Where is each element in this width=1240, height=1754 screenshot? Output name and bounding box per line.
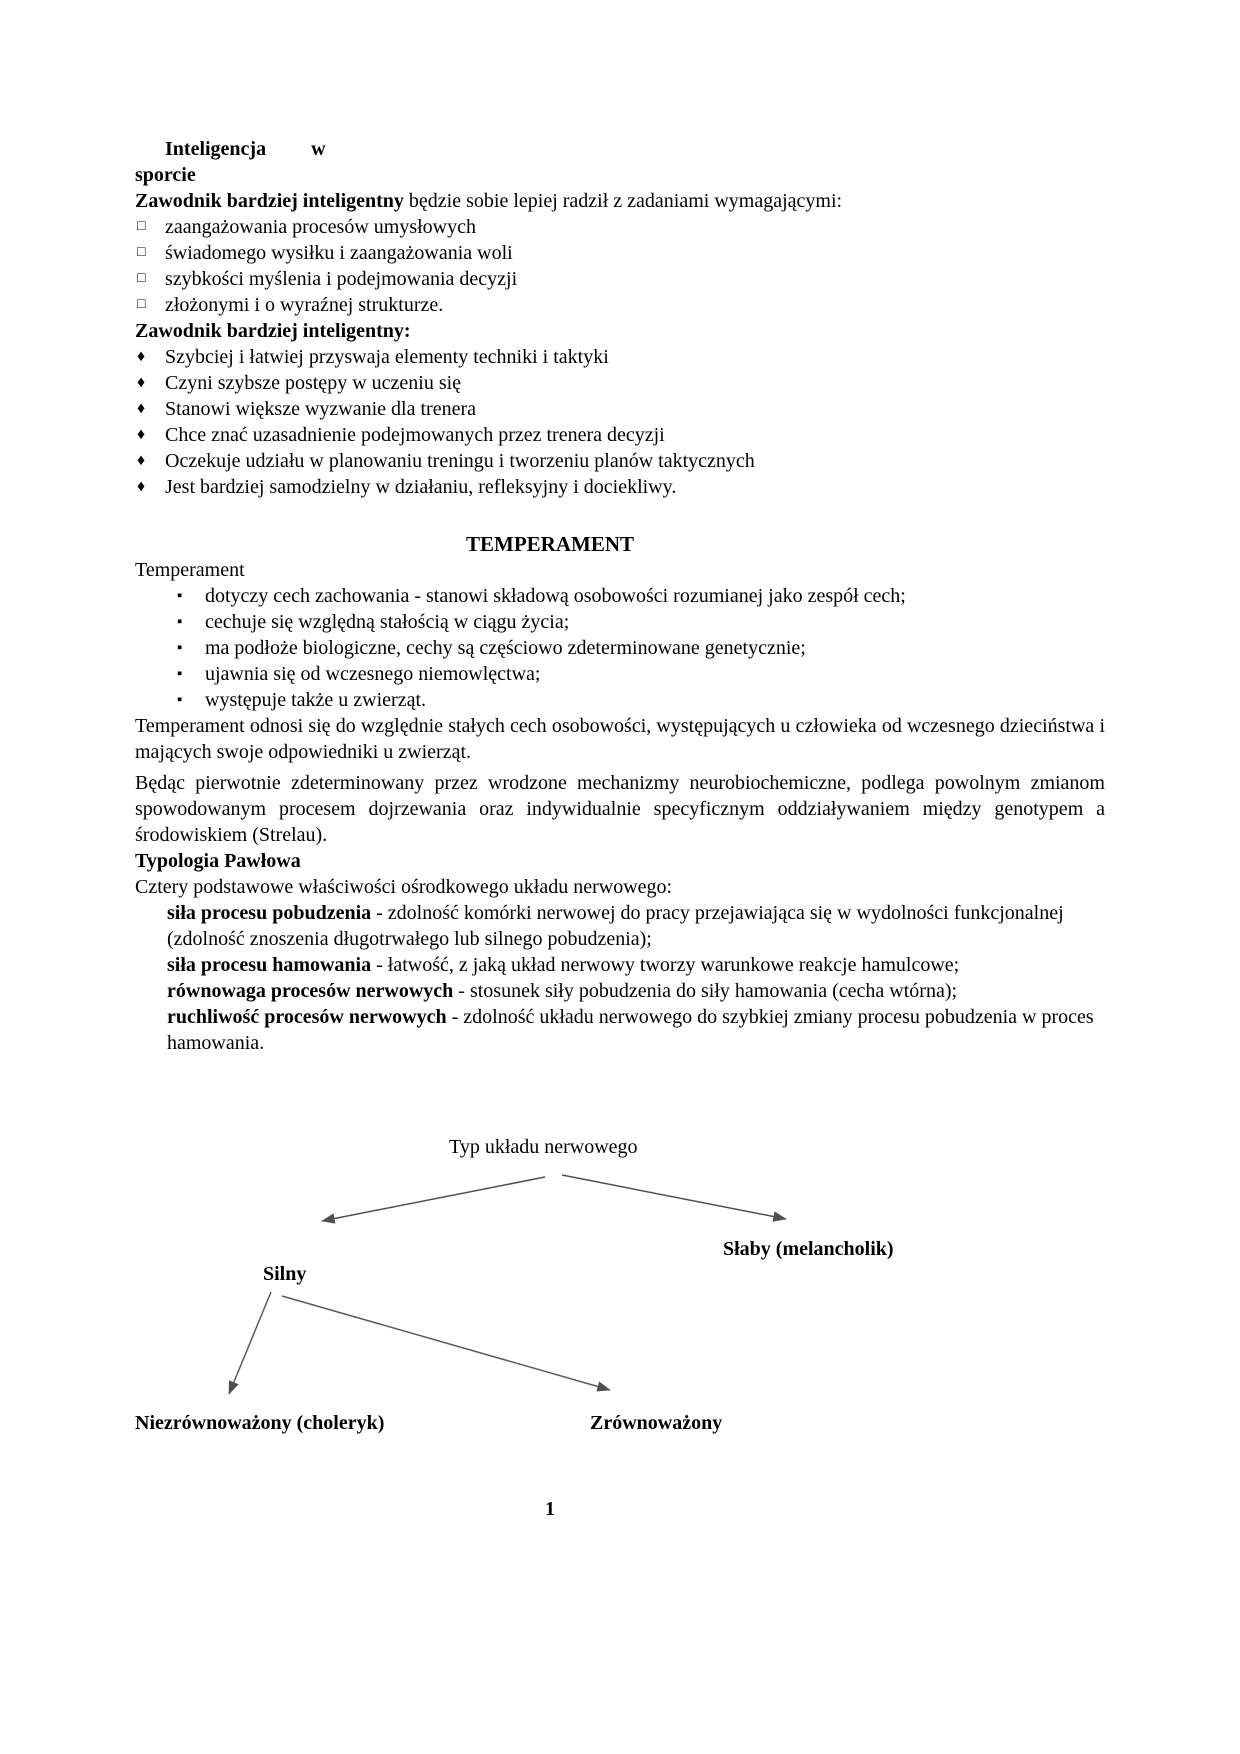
diagram-node-unbalanced: Niezrównoważony (choleryk) xyxy=(135,1412,385,1434)
list-item xyxy=(135,370,1105,396)
square-bullet-icon: □ xyxy=(137,219,146,234)
title-line-1 xyxy=(135,136,1105,162)
list-item-text: dotyczy cech zachowania - stanowi składową osobowości rozumianej jako zespół cech; xyxy=(205,585,906,607)
list-item xyxy=(135,214,1105,240)
list-item xyxy=(135,396,1105,422)
list-item xyxy=(135,422,1105,448)
definition-desc: - łatwość, z jaką układ nerwowy tworzy warunkowe reakcje hamulcowe; xyxy=(371,954,960,976)
temperament-subheading: Temperament xyxy=(135,559,245,581)
list-item-text: szybkości myślenia i podejmowania decyzji xyxy=(165,268,518,290)
bullet-icon: ▪ xyxy=(177,692,183,708)
definition-desc: - zdolność komórki nerwowej do pracy przejawiająca się w wydolności funkcjonalnej (zdolność znoszenia długotrwałego lub silnego pobudzenia); xyxy=(167,902,1064,950)
arrow-root-to-strong xyxy=(322,1177,545,1221)
typology-heading: Typologia Pawłowa xyxy=(135,850,301,872)
list-item xyxy=(175,687,1105,713)
typology-definitions xyxy=(167,900,1105,1056)
temperament-heading: TEMPERAMENT xyxy=(466,532,634,556)
document-title xyxy=(135,136,1105,188)
square-bullet-icon: □ xyxy=(137,245,146,260)
list-item-text: Szybciej i łatwiej przyswaja elementy techniki i taktyki xyxy=(165,346,609,368)
definition-term: równowaga procesów nerwowych xyxy=(167,980,454,1002)
diagram-node-weak: Słaby (melancholik) xyxy=(723,1238,894,1260)
intro-lead-rest: będzie sobie lepiej radził z zadaniami wymagającymi: xyxy=(403,190,843,212)
square-bullet-icon: □ xyxy=(137,297,146,312)
definition-term: siła procesu pobudzenia xyxy=(167,902,372,924)
definition-term: siła procesu hamowania xyxy=(167,954,372,976)
temperament-list xyxy=(175,583,1105,713)
list-item-text: świadomego wysiłku i zaangażowania woli xyxy=(165,242,513,264)
list-item xyxy=(135,344,1105,370)
list-item-text: Czyni szybsze postępy w uczeniu się xyxy=(165,372,462,394)
list-item xyxy=(135,240,1105,266)
diagram-node-balanced: Zrównoważony xyxy=(590,1412,723,1434)
square-bullet-icon: □ xyxy=(137,271,146,286)
intelligent-tasks-list xyxy=(135,214,1105,318)
traits-heading: Zawodnik bardziej inteligentny: xyxy=(135,320,411,342)
arrow-strong-to-unbalanced xyxy=(229,1292,271,1394)
diagram-node-strong: Silny xyxy=(263,1263,307,1285)
list-item xyxy=(135,266,1105,292)
title-line-2: sporcie xyxy=(135,164,196,186)
nervous-system-diagram xyxy=(0,1120,1240,1500)
diamond-bullet-icon: ♦ xyxy=(137,348,146,365)
diagram-node-root: Typ układu nerwowego xyxy=(449,1136,638,1158)
temperament-paragraph-1: Temperament odnosi się do względnie stałych cech osobowości, występujących u człowieka od wczesnego dzieciństwa i mających swoje odpowiedniki u zwierząt. xyxy=(135,715,1105,763)
intelligent-traits-list xyxy=(135,344,1105,500)
title-word-2: w xyxy=(311,138,326,160)
list-item-text: ujawnia się od wczesnego niemowlęctwa; xyxy=(205,663,541,685)
temperament-paragraph-2: Będąc pierwotnie zdeterminowany przez wrodzone mechanizmy neurobiochemiczne, podlega powolnym zmianom spowodowanym procesem dojrzewania oraz indywidualnie specyficznym oddziaływaniem między genotypem a środowiskiem (Strelau). xyxy=(135,772,1105,846)
arrow-strong-to-balanced xyxy=(282,1296,610,1390)
definition-term: ruchliwość procesów nerwowych xyxy=(167,1006,447,1028)
arrow-root-to-weak xyxy=(562,1175,786,1219)
list-item-text: występuje także u zwierząt. xyxy=(205,689,427,711)
bullet-icon: ▪ xyxy=(177,666,183,682)
list-item xyxy=(175,583,1105,609)
definition xyxy=(167,900,1105,952)
diamond-bullet-icon: ♦ xyxy=(137,452,146,469)
diamond-bullet-icon: ♦ xyxy=(137,478,146,495)
bullet-icon: ▪ xyxy=(177,588,183,604)
typology-intro: Cztery podstawowe właściwości ośrodkowego układu nerwowego: xyxy=(135,876,673,898)
bullet-icon: ▪ xyxy=(177,614,183,630)
list-item-text: cechuje się względną stałością w ciągu życia; xyxy=(205,611,570,633)
list-item-text: Stanowi większe wyzwanie dla trenera xyxy=(165,398,476,420)
diamond-bullet-icon: ♦ xyxy=(137,400,146,417)
bullet-icon: ▪ xyxy=(177,640,183,656)
title-word-1: Inteligencja xyxy=(165,138,267,160)
list-item xyxy=(135,474,1105,500)
list-item-text: Jest bardziej samodzielny w działaniu, refleksyjny i dociekliwy. xyxy=(165,476,677,498)
list-item xyxy=(175,635,1105,661)
list-item xyxy=(175,661,1105,687)
intro-lead xyxy=(135,188,1105,214)
list-item-text: zaangażowania procesów umysłowych xyxy=(165,216,476,238)
list-item-text: złożonymi i o wyraźnej strukturze. xyxy=(165,294,444,316)
page-number: 1 xyxy=(545,1498,555,1520)
list-item xyxy=(175,609,1105,635)
definition xyxy=(167,952,1105,978)
diamond-bullet-icon: ♦ xyxy=(137,426,146,443)
diagram-arrows xyxy=(0,1120,1240,1500)
intro-lead-bold: Zawodnik bardziej inteligentny xyxy=(135,190,404,212)
definition-desc: - stosunek siły pobudzenia do siły hamowania (cecha wtórna); xyxy=(453,980,958,1002)
list-item xyxy=(135,448,1105,474)
list-item-text: Chce znać uzasadnienie podejmowanych przez trenera decyzji xyxy=(165,424,665,446)
definition xyxy=(167,978,1105,1004)
definition xyxy=(167,1004,1105,1056)
diamond-bullet-icon: ♦ xyxy=(137,374,146,391)
list-item xyxy=(135,292,1105,318)
definition-desc: - zdolność układu nerwowego do szybkiej zmiany procesu pobudzenia w proces hamowania. xyxy=(167,1006,1094,1054)
list-item-text: Oczekuje udziału w planowaniu treningu i tworzeniu planów taktycznych xyxy=(165,450,755,472)
list-item-text: ma podłoże biologiczne, cechy są częściowo zdeterminowane genetycznie; xyxy=(205,637,806,659)
